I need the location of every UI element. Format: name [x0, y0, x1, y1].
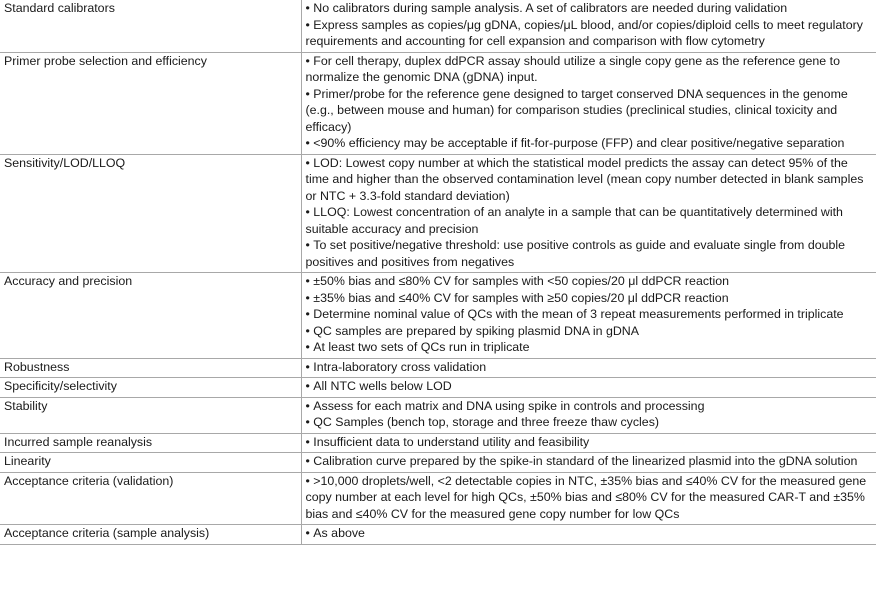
- recommendation-bullet: • No calibrators during sample analysis. A set of calibrators are needed during validation: [306, 0, 875, 17]
- table-row: [0, 273, 876, 359]
- table-row: [0, 378, 876, 398]
- recommendation-bullet: • Determine nominal value of QCs with the mean of 3 repeat measurements performed in triplicate: [306, 306, 875, 323]
- recommendation-cell: [301, 358, 876, 378]
- table-row: [0, 433, 876, 453]
- recommendation-bullet: • All NTC wells below LOD: [306, 378, 875, 395]
- table-row: [0, 525, 876, 545]
- recommendation-bullet: • ±35% bias and ≤40% CV for samples with ≥50 copies/20 μl ddPCR reaction: [306, 290, 875, 307]
- parameter-cell: Accuracy and precision: [0, 273, 301, 359]
- table-row: [0, 472, 876, 525]
- recommendation-bullet: • Insufficient data to understand utility and feasibility: [306, 434, 875, 451]
- recommendation-cell: [301, 453, 876, 473]
- parameter-cell: Robustness: [0, 358, 301, 378]
- recommendation-cell: [301, 472, 876, 525]
- table-row: [0, 397, 876, 433]
- recommendation-bullet: • For cell therapy, duplex ddPCR assay should utilize a single copy gene as the reference gene to normalize the genomic DNA (gDNA) input.: [306, 53, 875, 86]
- parameter-cell: Acceptance criteria (sample analysis): [0, 525, 301, 545]
- recommendation-cell: [301, 378, 876, 398]
- parameter-cell: Standard calibrators: [0, 0, 301, 52]
- recommendation-cell: [301, 273, 876, 359]
- recommendation-bullet: • QC Samples (bench top, storage and three freeze thaw cycles): [306, 414, 875, 431]
- recommendation-bullet: • Express samples as copies/μg gDNA, copies/μL blood, and/or copies/diploid cells to meet regulatory requirements and accounting for cell expansion and comparison with flow cytometry: [306, 17, 875, 50]
- table-row: [0, 154, 876, 273]
- recommendation-bullet: • At least two sets of QCs run in triplicate: [306, 339, 875, 356]
- recommendation-bullet: • LOD: Lowest copy number at which the statistical model predicts the assay can detect 95% of the time and higher than the observed contamination level (mean copy number detected in blank samples or NTC + 3.3-fold standard deviation): [306, 155, 875, 205]
- table-row: [0, 358, 876, 378]
- recommendation-bullet: • LLOQ: Lowest concentration of an analyte in a sample that can be quantitatively determined with suitable accuracy and precision: [306, 204, 875, 237]
- table-row: [0, 453, 876, 473]
- recommendation-cell: [301, 52, 876, 154]
- recommendation-cell: [301, 0, 876, 52]
- recommendation-cell: [301, 154, 876, 273]
- table-row: [0, 52, 876, 154]
- parameter-cell: Incurred sample reanalysis: [0, 433, 301, 453]
- recommendation-bullet: • Assess for each matrix and DNA using spike in controls and processing: [306, 398, 875, 415]
- parameter-cell: Linearity: [0, 453, 301, 473]
- recommendation-bullet: • As above: [306, 525, 875, 542]
- recommendation-bullet: • <90% efficiency may be acceptable if fit-for-purpose (FFP) and clear positive/negative separation: [306, 135, 875, 152]
- table-row: [0, 0, 876, 52]
- recommendation-bullet: • ±50% bias and ≤80% CV for samples with <50 copies/20 μl ddPCR reaction: [306, 273, 875, 290]
- parameter-cell: Sensitivity/LOD/LLOQ: [0, 154, 301, 273]
- parameter-cell: Acceptance criteria (validation): [0, 472, 301, 525]
- parameter-cell: Specificity/selectivity: [0, 378, 301, 398]
- parameter-cell: Primer probe selection and efficiency: [0, 52, 301, 154]
- recommendation-bullet: • To set positive/negative threshold: use positive controls as guide and evaluate single from double positives and positives from negatives: [306, 237, 875, 270]
- recommendation-bullet: • >10,000 droplets/well, <2 detectable copies in NTC, ±35% bias and ≤40% CV for the measured gene copy number at each level for high QCs, ±50% bias and ≤80% CV for the measured CAR-T and ±35% bias and ≤40% CV for the measured gene copy number for low QCs: [306, 473, 875, 523]
- recommendation-cell: [301, 433, 876, 453]
- recommendation-cell: [301, 525, 876, 545]
- recommendation-bullet: • QC samples are prepared by spiking plasmid DNA in gDNA: [306, 323, 875, 340]
- recommendation-bullet: • Primer/probe for the reference gene designed to target conserved DNA sequences in the genome (e.g., between mouse and human) for comparison studies (preclinical studies, clinical toxicity and efficacy): [306, 86, 875, 136]
- recommendation-bullet: • Intra-laboratory cross validation: [306, 359, 875, 376]
- parameter-cell: Stability: [0, 397, 301, 433]
- recommendation-cell: [301, 397, 876, 433]
- recommendation-bullet: • Calibration curve prepared by the spike-in standard of the linearized plasmid into the gDNA solution: [306, 453, 875, 470]
